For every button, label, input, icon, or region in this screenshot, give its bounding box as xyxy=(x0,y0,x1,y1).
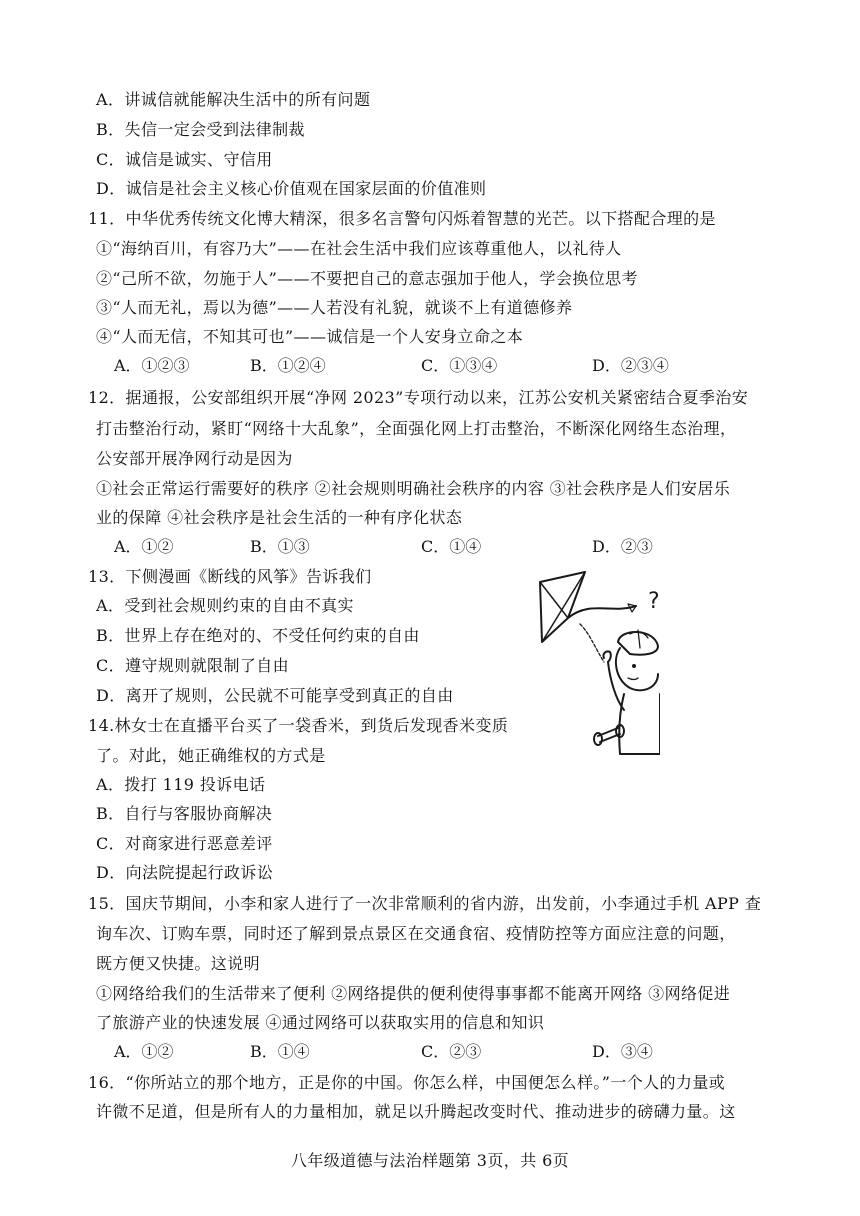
q14-option-b: B．自行与客服协商解决 xyxy=(96,804,273,823)
q14-stem-line-2: 了。对此，她正确维权的方式是 xyxy=(96,746,326,765)
q12-items-line-1: ①社会正常运行需要好的秩序 ②社会规则明确社会秩序的内容 ③社会秩序是人们安居乐 xyxy=(96,479,731,498)
page-footer: 八年级道德与法治样题第 3页，共 6页 xyxy=(290,1151,570,1170)
q13-option-b: B．世界上存在绝对的、不受任何约束的自由 xyxy=(96,626,420,645)
q11-item-3: ③“人而无礼，焉以为德”——人若没有礼貌，就谈不上有道德修养 xyxy=(96,298,573,317)
boy-eye xyxy=(632,664,636,668)
q11-choice-b: B．①②④ xyxy=(250,356,326,375)
q14-option-c: C．对商家进行恶意差评 xyxy=(96,834,273,853)
q12-stem-line-3: 公安部开展净网行动是因为 xyxy=(96,449,293,468)
q14-stem-line-1: 14.林女士在直播平台买了一袋香米，到货后发现香米变质 xyxy=(88,716,509,735)
question-mark: ? xyxy=(648,589,660,614)
q15-items-line-1: ①网络给我们的生活带来了便利 ②网络提供的便利使得事事都不能离开网络 ③网络促进 xyxy=(96,984,731,1003)
q15-stem-line-2: 询车次、订购车票，同时还了解到景点景区在交通食宿、疫情防控等方面应注意的问题， xyxy=(96,924,736,943)
q16-stem-line-1: 16．“你所站立的那个地方，正是你的中国。你怎么样，中国便怎么样。”一个人的力量或 xyxy=(88,1073,726,1092)
q12-stem-line-1: 12．据通报，公安部组织开展“净网 2023”专项行动以来，江苏公安机关紧密结合夏季治安 xyxy=(88,388,749,407)
q12-choice-c: C．①④ xyxy=(421,537,482,556)
q11-item-1: ①“海纳百川，有容乃大”——在社会生活中我们应该尊重他人，以礼待人 xyxy=(96,239,622,258)
q11-choice-c: C．①③④ xyxy=(421,356,498,375)
q12-stem-line-2: 打击整治行动，紧盯“网络十大乱象”，全面强化网上打击整治，不断深化网络生态治理， xyxy=(96,419,737,438)
q12-choice-a: A．①② xyxy=(114,537,174,556)
q15-stem-line-3: 既方便又快捷。这说明 xyxy=(96,954,261,973)
q11-choice-a: A．①②③ xyxy=(114,356,190,375)
q12-items-line-2: 业的保障 ④社会秩序是社会生活的一种有序化状态 xyxy=(96,508,463,527)
kite-spars xyxy=(540,572,585,642)
q11-item-4: ④“人而无信，不知其可也”——诚信是一个人安身立命之本 xyxy=(96,327,524,346)
boy-hand xyxy=(603,651,610,662)
q13-option-d: D．离开了规则，公民就不可能享受到真正的自由 xyxy=(96,686,454,705)
q15-choice-c: C．②③ xyxy=(421,1042,482,1061)
q10-option-c: C．诚信是诚实、守信用 xyxy=(96,150,273,169)
q13-stem: 13．下侧漫画《断线的风筝》告诉我们 xyxy=(88,567,372,586)
kite-tail xyxy=(568,606,636,618)
boy-body xyxy=(619,694,660,754)
q15-choice-a: A．①② xyxy=(114,1042,174,1061)
q12-choice-d: D．②③ xyxy=(592,537,653,556)
q11-stem: 11．中华优秀传统文化博大精深，很多名言警句闪烁着智慧的光芒。以下搭配合理的是 xyxy=(88,209,716,228)
q13-option-c: C．遵守规则就限制了自由 xyxy=(96,656,290,675)
q14-option-a: A．拨打 119 投诉电话 xyxy=(96,775,266,794)
broken-string xyxy=(580,624,604,662)
q11-choice-d: D．②③④ xyxy=(592,356,669,375)
q15-choice-d: D．③④ xyxy=(592,1042,653,1061)
kite-cartoon-icon xyxy=(520,570,660,760)
q11-item-2: ②“己所不欲，勿施于人”——不要把自己的意志强加于他人，学会换位思考 xyxy=(96,269,638,288)
q10-option-a: A．讲诚信就能解决生活中的所有问题 xyxy=(96,90,371,109)
q15-choice-b: B．①④ xyxy=(250,1042,310,1061)
q16-stem-line-2: 许微不足道，但是所有人的力量相加，就足以升腾起改变时代、推动进步的磅礴力量。这 xyxy=(96,1102,736,1121)
q12-choice-b: B．①③ xyxy=(250,537,310,556)
q10-option-d: D．诚信是社会主义核心价值观在国家层面的价值准则 xyxy=(96,179,487,198)
q13-option-a: A．受到社会规则约束的自由不真实 xyxy=(96,596,354,615)
q14-option-d: D．向法院提起行政诉讼 xyxy=(96,863,274,882)
boy-mouth xyxy=(628,678,638,680)
q10-option-b: B．失信一定会受到法律制裁 xyxy=(96,120,305,139)
q15-items-line-2: 了旅游产业的快速发展 ④通过网络可以获取实用的信息和知识 xyxy=(96,1013,545,1032)
q15-stem-line-1: 15．国庆节期间，小李和家人进行了一次非常顺利的省内游，出发前，小李通过手机 APP 查 xyxy=(88,894,762,913)
